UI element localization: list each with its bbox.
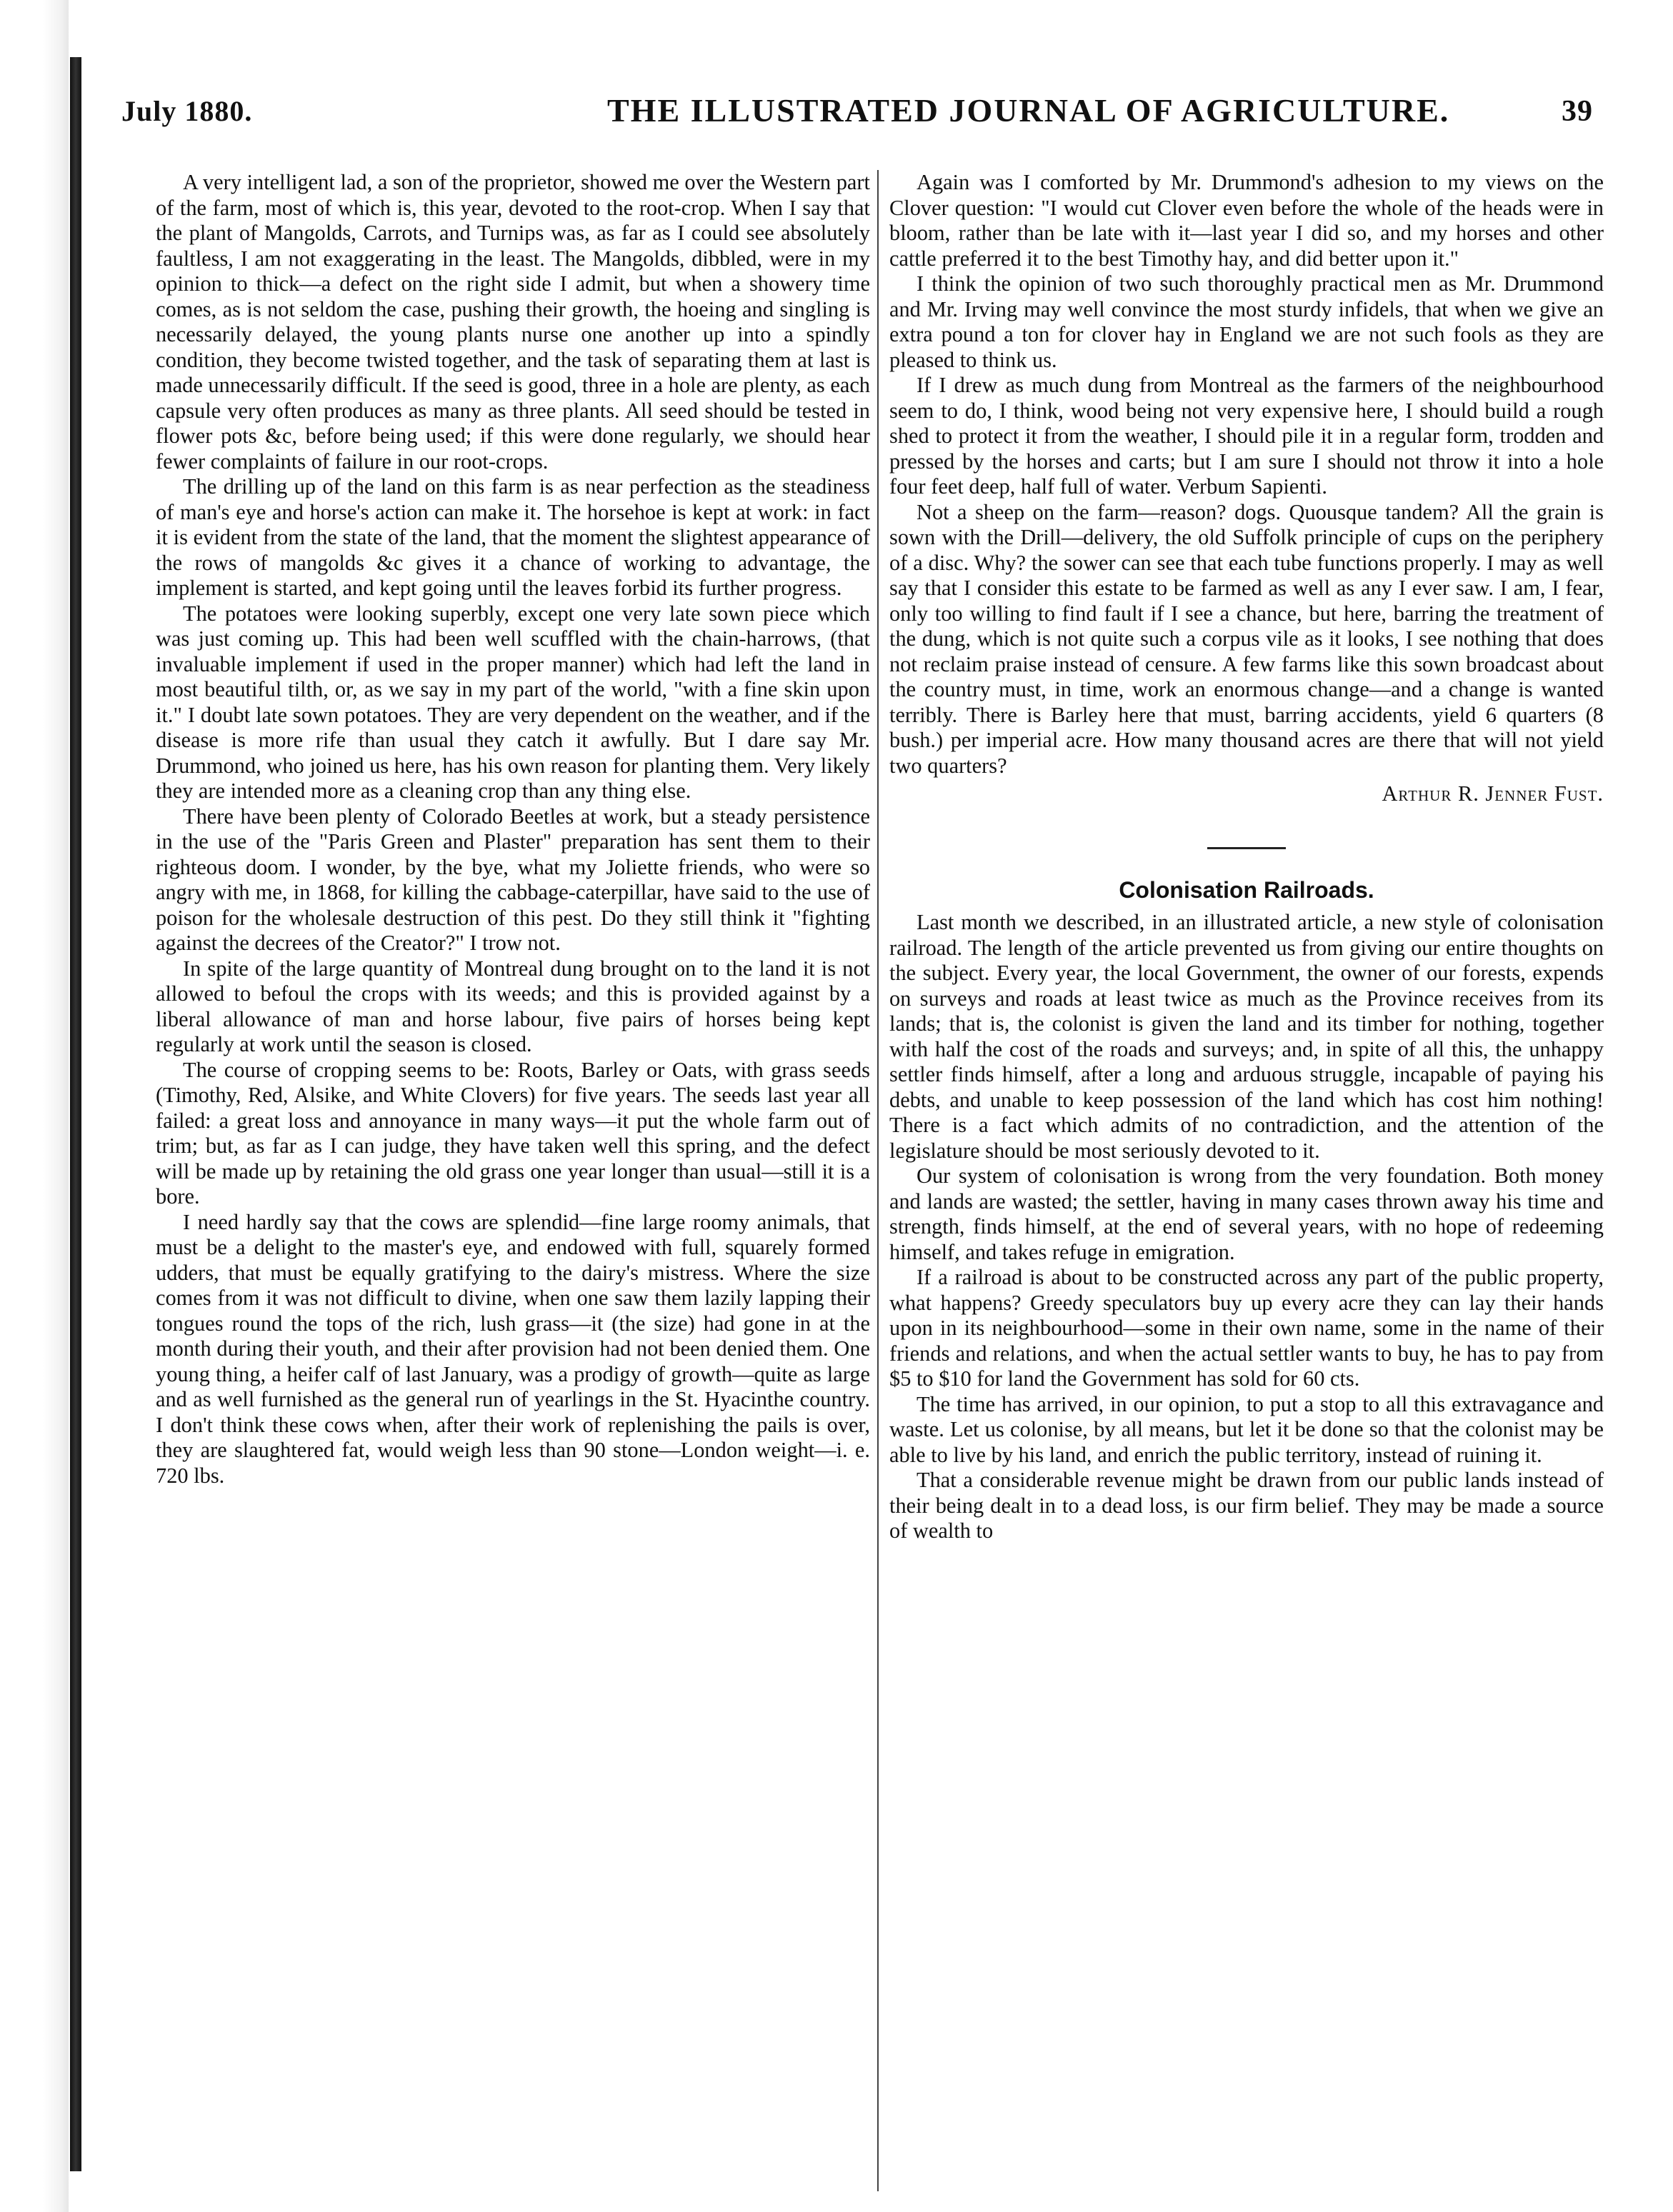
section-separator <box>1207 847 1286 849</box>
author-signature: Arthur R. Jenner Fust. <box>1382 781 1604 806</box>
issue-date: July 1880. <box>121 95 253 127</box>
paragraph: In spite of the large quantity of Montreal dung brought on to the land it is not allowed to befoul the crops with its weeds; and this is provided against by a liberal allowance of man and horse labour, five pairs of horses being kept regularly at work until the season is closed. <box>156 956 870 1056</box>
paragraph: The drilling up of the land on this farm is as near perfection as the steadiness of man's eye and horse's action can make it. The horsehoe is kept at work: in fact it is evident from the state of the land, that the moment the slightest appearance of the rows of mangolds &c gives it a chance of working to advantage, the implement is started, and kept going until the leaves forbid its further progress. <box>156 474 870 600</box>
paragraph: The course of cropping seems to be: Roots, Barley or Oats, with grass seeds (Timothy, Red, Alsike, and White Clovers) for five years. The seeds last year all failed: a great loss and annoyance in many ways—it put the whole farm out of trim; but, as far as I can judge, they have taken well this spring, and the defect will be made up by retaining the old grass one year longer than usual—still it is a bore. <box>156 1057 870 1208</box>
left-column <box>156 170 870 1488</box>
column-divider <box>877 170 879 2191</box>
paragraph: I think the opinion of two such thoroughly practical men as Mr. Drummond and Mr. Irving may well convince the most sturdy infidels, that when we give an extra pound a ton for clover hay in England we are not such fools as they are pleased to think us. <box>889 271 1604 372</box>
paragraph: Not a sheep on the farm—reason? dogs. Quousque tandem? All the grain is sown with the Drill—delivery, the old Suffolk principle of cups on the periphery of a disc. Why? the sower can see that each tube functions properly. I may as well say that I consider this estate to be farmed as well as any I ever saw. I am, I fear, only too willing to find fault if I see a chance, but here, barring the treatment of the dung, which is not quite such a corpus vile as it looks, I see nothing that does not reclaim praise instead of censure. A few farms like this sown broadcast about the country must, in time, work an enormous change—and a change is wanted terribly. There is Barley here that must, barring accidents, yield 6 quarters (8 bush.) per imperial acre. How many thousand acres are there that will not yield two quarters? <box>889 499 1604 778</box>
paragraph: That a considerable revenue might be drawn from our public lands instead of their being dealt in to a dead loss, is our firm belief. They may be made a source of wealth to <box>889 1468 1604 1543</box>
page-header <box>121 94 1593 137</box>
section-title: Colonisation Railroads. <box>1119 876 1374 903</box>
paragraph: The potatoes were looking superbly, except one very late sown piece which was just coming up. This had been well scuffled with the chain-harrows, (that invaluable implement if used in the proper manner) which had left the land in most beautiful tilth, or, as we say in my part of the world, "with a fine skin upon it." I doubt late sown potatoes. They are very dependent on the weather, and if the disease is more rife than usual they catch it awfully. But I dare say Mr. Drummond, who joined us here, has his own reason for planting them. Very likely they are intended more as a cleaning crop than any thing else. <box>156 601 870 803</box>
page-number: 39 <box>1562 95 1593 128</box>
paragraph: The time has arrived, in our opinion, to put a stop to all this extravagance and waste. Let us colonise, by all means, but let it be done so that the colonist may be able to live by his land, and enrich the public territory, instead of ruining it. <box>889 1391 1604 1467</box>
paragraph: If I drew as much dung from Montreal as the farmers of the neighbourhood seem to do, I think, wood being not very expensive here, I should build a rough shed to protect it from the weather, I should pile it in a regular form, trodden and pressed by the horses and carts; but I am sure I should not throw it into a hole four feet deep, half full of water. Verbum Sapienti. <box>889 373 1604 499</box>
page-binding-shadow <box>43 0 69 2212</box>
paragraph: Again was I comforted by Mr. Drummond's adhesion to my views on the Clover question: "I would cut Clover even before the whole of the heads were in bloom, rather than be late with it—last year I did so, and my horses and other cattle preferred it to the best Timothy hay, and did better upon it." <box>889 170 1604 271</box>
paragraph: There have been plenty of Colorado Beetles at work, but a steady persistence in the use of the "Paris Green and Plaster" preparation has sent them to their righteous doom. I wonder, by the bye, what my Joliette friends, who were so angry with me, in 1868, for killing the cabbage-caterpillar, have said to the use of poison for the wholesale destruction of this pest. Do they still think it "fighting against the decrees of the Creator?" I trow not. <box>156 804 870 955</box>
paragraph: A very intelligent lad, a son of the proprietor, showed me over the Western part of the farm, most of which is, this year, devoted to the root-crop. When I say that the plant of Mangolds, Carrots, and Turnips was, as far as I could see absolutely faultless, I am not exaggerating in the least. The Mangolds, dibbled, were in my opinion to thick—a defect on the right side I admit, but when a showery time comes, as is not seldom the case, pushing their growth, the hoeing and singling is necessarily delayed, the young plants nurse one another up into a spindly condition, they become twisted together, and the task of separating them at last is made unnecessarily difficult. If the seed is good, three in a hole are plenty, as each capsule very often produces as many as three plants. All seed should be tested in flower pots &c, before being used; if this were done regularly, we should hear fewer complaints of failure in our root-crops. <box>156 170 870 474</box>
right-column <box>889 170 1604 1544</box>
paragraph: I need hardly say that the cows are splendid—fine large roomy animals, that must be a delight to the master's eye, and endowed with full, squarely formed udders, that must be equally gratifying to the dairy's mistress. Where the size comes from it was not difficult to divine, when one saw them lazily lapping their tongues round the tops of the rich, lush grass—it (the size) had gone in at the month during their youth, and their after provision had not been denied them. One young thing, a heifer calf of last January, was a prodigy of growth—quite as large and as well furnished as the general run of yearlings in the St. Hyacinthe country. I don't think these cows when, after their work of replenishing the pails is over, they are slaughtered fat, would weigh less than 90 stone—London weight—i. e. 720 lbs. <box>156 1209 870 1488</box>
journal-title: THE ILLUSTRATED JOURNAL OF AGRICULTURE. <box>607 92 1450 129</box>
page-binding-edge <box>70 57 81 2171</box>
paragraph: Our system of colonisation is wrong from the very foundation. Both money and lands are wasted; the settler, having in many cases thrown away his time and strength, finds himself, at the end of several years, with no hope of redeeming himself, and takes refuge in emigration. <box>889 1163 1604 1264</box>
paragraph: If a railroad is about to be constructed across any part of the public property, what happens? Greedy speculators buy up every acre they can lay their hands upon in its neighbourhood—some in their own name, some in the name of their friends and relations, and when the actual settler wants to buy, he has to pay from $5 to $10 for land the Government has sold for 60 cts. <box>889 1265 1604 1391</box>
paragraph: Last month we described, in an illustrated article, a new style of colonisation railroad. The length of the article prevented us from giving our entire thoughts on the subject. Every year, the local Government, the owner of our forests, expends on surveys and roads at least twice as much as the Province receives from its lands; that is, the colonist is given the land and its timber for nothing, together with half the cost of the roads and surveys; and, in spite of all this, the unhappy settler finds himself, after a long and arduous struggle, incapable of paying his debts, and unable to keep possession of the land which has cost him nothing! There is a fact which admits of no contradiction, and the attention of the legislature should be most seriously devoted to it. <box>889 910 1604 1163</box>
